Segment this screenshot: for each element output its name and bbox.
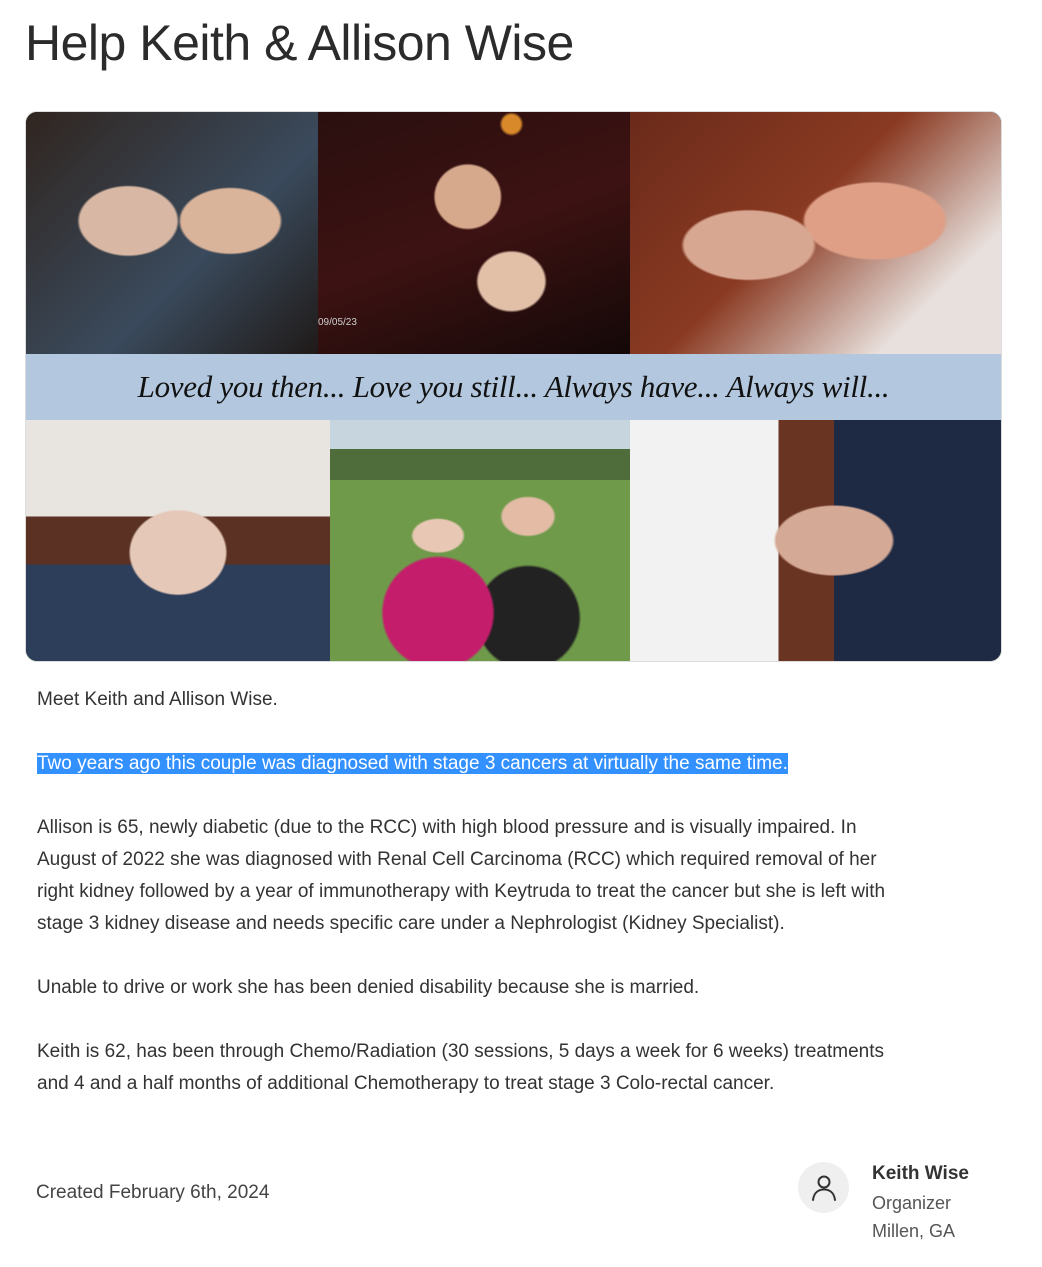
collage-banner-text: Loved you then... Love you still... Always have... Always will... bbox=[137, 369, 890, 404]
story-paragraph: Meet Keith and Allison Wise. bbox=[37, 689, 278, 710]
organizer-role: Organizer bbox=[872, 1193, 952, 1213]
story-paragraph: Allison is 65, newly diabetic (due to the RCC) with high blood pressure and is visually impaired. In August of 2022 she was diagnosed with Renal Cell Carcinoma (RCC) which required removal of her right kidney followed by a year of immunotherapy with Keytruda to treat the cancer but she is left with stage 3 kidney disease and needs specific care under a Nephrologist (Kidney Specialist). bbox=[37, 817, 886, 934]
collage-photo-top-right bbox=[630, 112, 1001, 354]
collage-top-row bbox=[26, 112, 1001, 354]
organizer-card[interactable] bbox=[798, 1160, 1038, 1250]
organizer-name[interactable]: Keith Wise bbox=[872, 1163, 969, 1184]
collage-photo-top-left bbox=[26, 112, 318, 354]
story-paragraph: Unable to drive or work she has been denied disability because she is married. bbox=[37, 977, 700, 998]
organizer-location: Millen, GA bbox=[872, 1221, 956, 1241]
hero-photo-collage[interactable] bbox=[25, 111, 1002, 662]
story-paragraph: Keith is 62, has been through Chemo/Radiation (30 sessions, 5 days a week for 6 weeks) treatments and 4 and a half months of additional Chemotherapy to treat stage 3 Colo-rectal cancer. bbox=[37, 1041, 885, 1094]
photo-date-stamp: 09/05/23 bbox=[318, 317, 357, 328]
collage-photo-bottom-center bbox=[330, 420, 630, 661]
collage-banner bbox=[26, 354, 1001, 420]
selected-text: Two years ago this couple was diagnosed with stage 3 cancers at virtually the same time. bbox=[37, 753, 788, 774]
collage-bottom-row bbox=[26, 420, 1001, 661]
created-date: Created February 6th, 2024 bbox=[36, 1182, 270, 1203]
avatar[interactable] bbox=[798, 1162, 849, 1213]
story-body bbox=[37, 684, 917, 1132]
user-icon bbox=[810, 1173, 838, 1203]
collage-photo-bottom-left bbox=[26, 420, 330, 661]
story-paragraph-highlighted bbox=[37, 748, 917, 780]
collage-photo-top-center bbox=[318, 112, 630, 354]
collage-photo-bottom-right bbox=[630, 420, 1001, 661]
page-title: Help Keith & Allison Wise bbox=[25, 15, 574, 71]
